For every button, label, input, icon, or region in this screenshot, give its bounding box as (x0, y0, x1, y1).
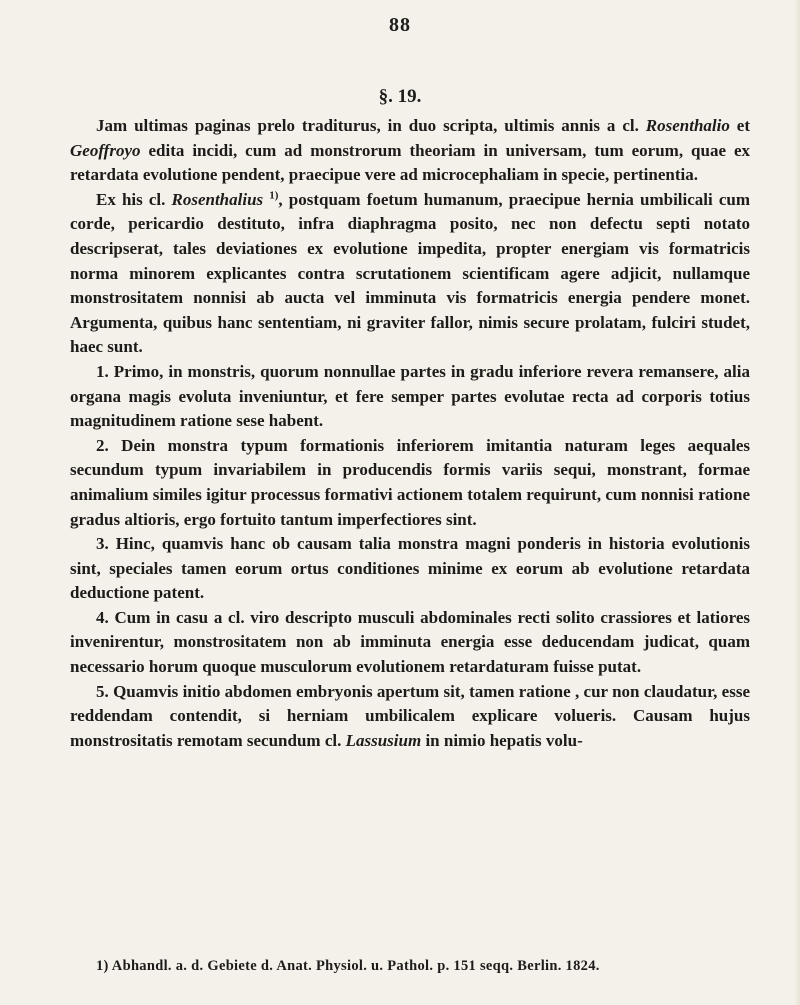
paragraph-5: 3. Hinc, quamvis hanc ob causam talia monstra magni ponderis in historia evolutionis sint, speciales tamen eorum ortus conditiones minime ex eorum ab evolutione retardata deductione patent. (70, 534, 750, 603)
author-name: Rosenthalius (171, 189, 264, 209)
page-number: 88 (389, 14, 411, 36)
paragraph-4: 2. Dein monstra typum formationis inferiorem imitantia naturam leges aequales secundum typum invariabilem in producendis formis variis sequi, monstrant, formae animalium similes igitur processus formativi actionem totalem requirunt, cum nonnisi ratione gradus altioris, ergo fortuito tantum imperfectiores sint. (70, 435, 750, 529)
paragraph-6: 4. Cum in casu a cl. viro descripto musculi abdominales recti solito crassiores et latiores invenirentur, monstrositatem non ab imminuta energia esse deducendam judicat, quam necessario horum quoque musculorum evolutionem retardaturam fuisse putat. (70, 607, 750, 677)
paragraph-2: Ex his cl. Rosenthalius $^{1)}$, postquam foetum humanum, praecipue hernia umbilicali cum corde, pericardio destituto, infra diaphragma posito, nec non defectu septi notato descripserat, tales deviationes ex evolutione impedita, propter energiam vis formatricis norma minorem explicantes contra scrutationem scientificam agere adjicit, nullamque monstrositatem nonnisi ab aucta vel imminuta vis formatricis energia pendere monet. Argumenta, quibus hanc sententiam, ni graviter fallor, nimis secure prolatam, fulciri studet, haec sunt. (70, 189, 750, 357)
section-heading: §. 19. (378, 86, 422, 107)
footnote-reference[interactable]: 1) (269, 189, 279, 202)
page-edge (794, 0, 800, 1005)
author-name: Rosenthalio (645, 116, 730, 135)
footnote: 1) Abhandl. a. d. Gebiete d. Anat. Physiol. u. Pathol. p. 151 seqq. Berlin. 1824. (96, 958, 600, 974)
paragraph-7: 5. Quamvis initio abdomen embryonis apertum sit, tamen ratione , cur non claudatur, esse reddendam contendit, si herniam umbilicalem explicare volueris. Causam hujus monstrositatis remotam secundum cl. Lassusium in nimio hepatis volu- (70, 681, 750, 750)
author-name: Geoffroyo (70, 140, 141, 160)
body-text (70, 114, 750, 753)
paragraph-3: 1. Primo, in monstris, quorum nonnullae partes in gradu inferiore revera remansere, alia organa magis evoluta inveniuntur, et fere semper partes evolutae recta ad corporis totius magnitudinem ratione sese habent. (70, 361, 750, 431)
author-name: Lassusium (345, 730, 422, 750)
paragraph-1: Jam ultimas paginas prelo traditurus, in duo scripta, ultimis annis a cl. Rosenthalio et Geoffroyo edita incidi, cum ad monstrorum theoriam in universam, tum eorum, quae ex retardata evolutione pendent, praecipue vere ad microcephaliam in specie, pertinentia. (70, 116, 750, 185)
